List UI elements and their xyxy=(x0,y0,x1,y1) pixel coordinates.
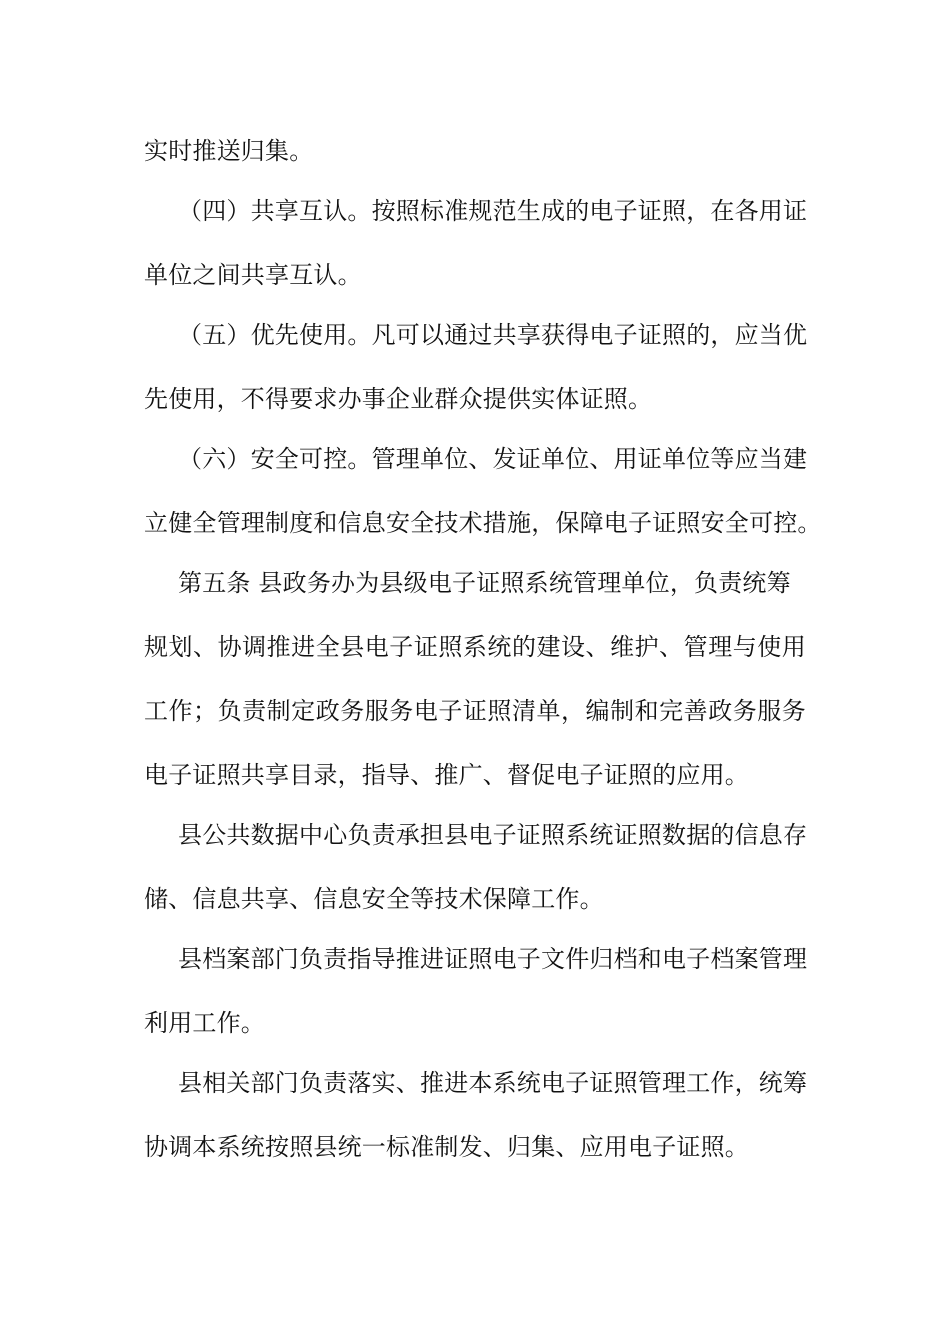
text-line: 县公共数据中心负责承担县电子证照系统证照数据的信息存 xyxy=(178,821,808,849)
text-line: 单位之间共享互认。 xyxy=(144,261,362,289)
text-line: 规划、协调推进全县电子证照系统的建设、维护、管理与使用 xyxy=(144,633,806,661)
text-line: 立健全管理制度和信息安全技术措施，保障电子证照安全可控。 xyxy=(144,509,822,537)
text-line: 实时推送归集。 xyxy=(144,137,314,165)
text-line: 利用工作。 xyxy=(144,1009,265,1037)
text-line: 协调本系统按照县统一标准制发、归集、应用电子证照。 xyxy=(144,1133,749,1161)
text-line: （六）安全可控。管理单位、发证单位、用证单位等应当建 xyxy=(178,445,808,473)
text-line: 先使用，不得要求办事企业群众提供实体证照。 xyxy=(144,385,653,413)
text-line: 第五条 县政务办为县级电子证照系统管理单位，负责统筹 xyxy=(178,569,791,597)
text-line: 工作；负责制定政务服务电子证照清单，编制和完善政务服务 xyxy=(144,697,806,725)
text-line: （五）优先使用。凡可以通过共享获得电子证照的，应当优 xyxy=(178,321,808,349)
text-line: 电子证照共享目录，指导、推广、督促电子证照的应用。 xyxy=(144,761,749,789)
text-line: （四）共享互认。按照标准规范生成的电子证照，在各用证 xyxy=(178,197,808,225)
text-line: 县相关部门负责落实、推进本系统电子证照管理工作，统筹 xyxy=(178,1069,808,1097)
text-line: 县档案部门负责指导推进证照电子文件归档和电子档案管理 xyxy=(178,945,808,973)
text-line: 储、信息共享、信息安全等技术保障工作。 xyxy=(144,885,604,913)
